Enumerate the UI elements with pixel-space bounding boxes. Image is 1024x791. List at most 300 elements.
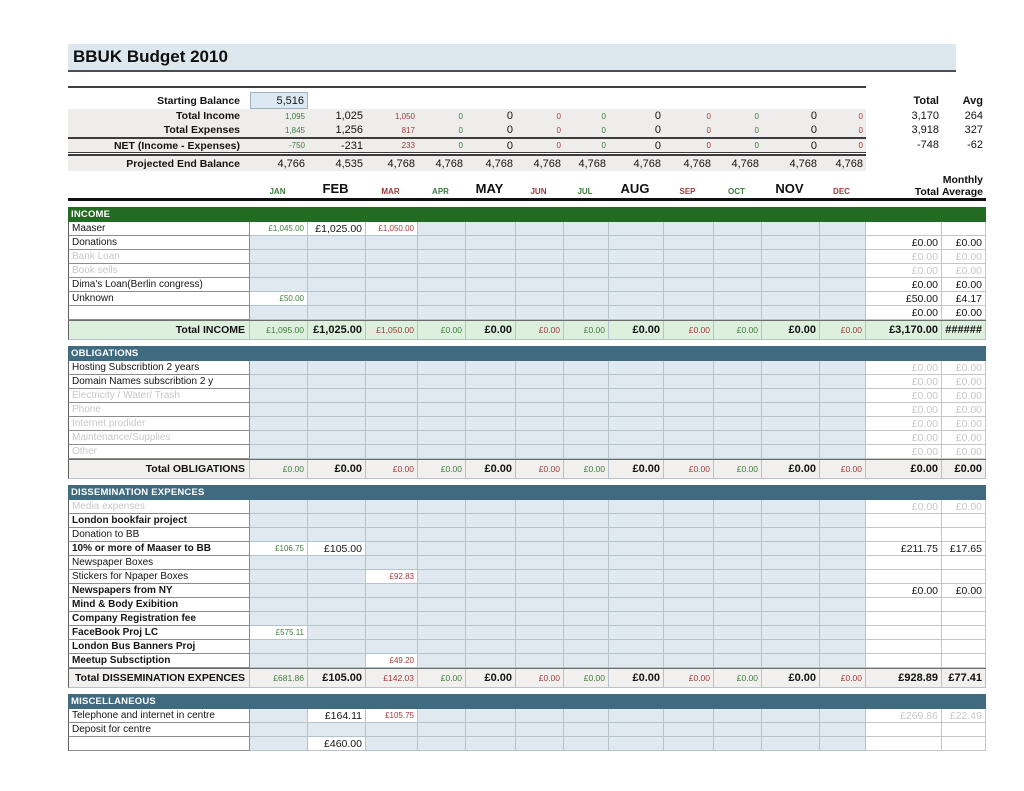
- month-cell[interactable]: [714, 375, 762, 389]
- section-total-month-cell[interactable]: £0.00: [664, 669, 714, 688]
- month-cell[interactable]: [714, 570, 762, 584]
- month-cell[interactable]: [250, 306, 308, 320]
- month-cell[interactable]: [466, 292, 516, 306]
- month-cell[interactable]: [820, 222, 866, 236]
- month-cell[interactable]: [609, 556, 664, 570]
- month-header-jan[interactable]: JAN: [269, 187, 286, 196]
- month-cell[interactable]: [516, 654, 564, 668]
- month-cell[interactable]: [609, 542, 664, 556]
- month-cell[interactable]: [418, 417, 466, 431]
- month-cell[interactable]: [516, 403, 564, 417]
- month-cell[interactable]: [308, 654, 366, 668]
- month-cell[interactable]: [516, 514, 564, 528]
- month-cell[interactable]: [762, 640, 820, 654]
- month-cell[interactable]: [762, 514, 820, 528]
- month-cell[interactable]: £49.20: [366, 654, 418, 668]
- row-avg-cell[interactable]: £22.49: [942, 709, 986, 723]
- month-cell[interactable]: [516, 431, 564, 445]
- row-label[interactable]: Mind & Body Exibition: [68, 598, 250, 612]
- section-total-month-cell[interactable]: £1,025.00: [308, 321, 366, 340]
- row-label[interactable]: London Bus Banners Proj: [68, 640, 250, 654]
- month-cell[interactable]: [308, 640, 366, 654]
- row-label[interactable]: Electricity / Water/ Trash: [68, 389, 250, 403]
- month-cell[interactable]: [564, 389, 609, 403]
- section-total-month-cell[interactable]: £0.00: [820, 669, 866, 688]
- month-cell[interactable]: [762, 417, 820, 431]
- section-total-month-cell[interactable]: £0.00: [418, 460, 466, 479]
- row-total-cell[interactable]: £50.00: [866, 292, 942, 306]
- row-total-cell[interactable]: £0.00: [866, 500, 942, 514]
- month-cell[interactable]: [762, 236, 820, 250]
- month-cell[interactable]: [820, 528, 866, 542]
- month-cell[interactable]: [714, 709, 762, 723]
- row-avg-cell[interactable]: [942, 556, 986, 570]
- summary-value-cell[interactable]: 4,768: [366, 154, 418, 171]
- month-cell[interactable]: [609, 417, 664, 431]
- row-label[interactable]: Domain Names subscribtion 2 y: [68, 375, 250, 389]
- summary-value-cell[interactable]: 4,768: [762, 154, 820, 171]
- month-cell[interactable]: [714, 236, 762, 250]
- row-total-cell[interactable]: [866, 723, 942, 737]
- month-cell[interactable]: [820, 236, 866, 250]
- month-cell[interactable]: £460.00: [308, 737, 366, 751]
- summary-avg-cell[interactable]: 327: [964, 124, 983, 136]
- month-cell[interactable]: [714, 361, 762, 375]
- month-cell[interactable]: [762, 584, 820, 598]
- summary-value-cell[interactable]: 0: [609, 109, 664, 123]
- month-cell[interactable]: [418, 403, 466, 417]
- row-avg-cell[interactable]: £0.00: [942, 361, 986, 375]
- month-cell[interactable]: [714, 500, 762, 514]
- month-cell[interactable]: [466, 570, 516, 584]
- row-label[interactable]: London bookfair project: [68, 514, 250, 528]
- month-cell[interactable]: [250, 264, 308, 278]
- month-cell[interactable]: [664, 542, 714, 556]
- month-cell[interactable]: [418, 626, 466, 640]
- month-header-oct[interactable]: OCT: [728, 187, 745, 196]
- month-cell[interactable]: [820, 709, 866, 723]
- month-cell[interactable]: [418, 264, 466, 278]
- month-cell[interactable]: [466, 361, 516, 375]
- month-cell[interactable]: £50.00: [250, 292, 308, 306]
- month-cell[interactable]: [366, 403, 418, 417]
- month-cell[interactable]: [664, 626, 714, 640]
- row-total-cell[interactable]: £0.00: [866, 584, 942, 598]
- section-total-month-cell[interactable]: £0.00: [820, 321, 866, 340]
- month-header-jun[interactable]: JUN: [530, 187, 547, 196]
- summary-value-cell[interactable]: 4,766: [250, 154, 308, 171]
- month-cell[interactable]: [366, 445, 418, 459]
- month-cell[interactable]: [664, 528, 714, 542]
- month-cell[interactable]: [418, 723, 466, 737]
- row-total-cell[interactable]: [866, 737, 942, 751]
- month-cell[interactable]: [564, 417, 609, 431]
- month-cell[interactable]: [820, 278, 866, 292]
- month-cell[interactable]: [820, 584, 866, 598]
- row-avg-cell[interactable]: £0.00: [942, 236, 986, 250]
- month-cell[interactable]: [308, 598, 366, 612]
- section-header-dissemination-expences[interactable]: DISSEMINATION EXPENCES: [68, 485, 986, 500]
- section-avg-cell[interactable]: £77.41: [942, 669, 986, 688]
- section-total-month-cell[interactable]: £0.00: [714, 669, 762, 688]
- summary-value-cell[interactable]: 1,845: [250, 123, 308, 137]
- month-cell[interactable]: [308, 306, 366, 320]
- row-avg-cell[interactable]: [942, 222, 986, 236]
- row-label[interactable]: Donations: [68, 236, 250, 250]
- month-cell[interactable]: [366, 556, 418, 570]
- summary-value-cell[interactable]: 0: [714, 137, 762, 153]
- row-avg-cell[interactable]: £0.00: [942, 403, 986, 417]
- month-cell[interactable]: [466, 236, 516, 250]
- month-cell[interactable]: [418, 514, 466, 528]
- summary-value-cell[interactable]: 0: [564, 109, 609, 123]
- month-cell[interactable]: [609, 612, 664, 626]
- row-label[interactable]: Newspapers from NY: [68, 584, 250, 598]
- summary-value-cell[interactable]: 0: [664, 137, 714, 153]
- month-cell[interactable]: [664, 403, 714, 417]
- month-cell[interactable]: [250, 389, 308, 403]
- month-cell[interactable]: [820, 375, 866, 389]
- month-cell[interactable]: [466, 709, 516, 723]
- row-avg-cell[interactable]: £0.00: [942, 389, 986, 403]
- month-cell[interactable]: [714, 292, 762, 306]
- section-total-month-cell[interactable]: £142.03: [366, 669, 418, 688]
- section-total-month-cell[interactable]: £0.00: [466, 321, 516, 340]
- summary-value-cell[interactable]: 0: [820, 137, 866, 153]
- row-avg-cell[interactable]: £17.65: [942, 542, 986, 556]
- month-cell[interactable]: [366, 236, 418, 250]
- month-cell[interactable]: [714, 445, 762, 459]
- summary-value-cell[interactable]: 0: [516, 109, 564, 123]
- month-cell[interactable]: [418, 598, 466, 612]
- month-cell[interactable]: [609, 626, 664, 640]
- section-total-month-cell[interactable]: £0.00: [516, 321, 564, 340]
- section-total-cell[interactable]: £928.89: [866, 669, 942, 688]
- month-cell[interactable]: [714, 306, 762, 320]
- month-cell[interactable]: [762, 250, 820, 264]
- month-cell[interactable]: [250, 723, 308, 737]
- month-cell[interactable]: [564, 500, 609, 514]
- summary-value-cell[interactable]: 1,050: [366, 109, 418, 123]
- month-cell[interactable]: [762, 431, 820, 445]
- month-cell[interactable]: [366, 500, 418, 514]
- row-total-cell[interactable]: £0.00: [866, 389, 942, 403]
- month-cell[interactable]: [762, 598, 820, 612]
- month-cell[interactable]: [609, 445, 664, 459]
- month-cell[interactable]: [366, 292, 418, 306]
- summary-value-cell[interactable]: 0: [466, 137, 516, 153]
- month-cell[interactable]: [418, 361, 466, 375]
- section-total-month-cell[interactable]: £0.00: [609, 460, 664, 479]
- section-total-month-cell[interactable]: £1,095.00: [250, 321, 308, 340]
- summary-avg-cell[interactable]: 264: [964, 110, 983, 122]
- month-cell[interactable]: [366, 584, 418, 598]
- month-cell[interactable]: [564, 222, 609, 236]
- row-avg-cell[interactable]: £0.00: [942, 375, 986, 389]
- month-cell[interactable]: [664, 375, 714, 389]
- summary-total-cell[interactable]: [866, 154, 942, 171]
- month-cell[interactable]: [564, 528, 609, 542]
- month-cell[interactable]: [820, 626, 866, 640]
- month-cell[interactable]: [250, 375, 308, 389]
- summary-value-cell[interactable]: 0: [664, 109, 714, 123]
- month-cell[interactable]: [466, 542, 516, 556]
- summary-total-cell[interactable]: 3,170: [911, 110, 939, 122]
- row-label[interactable]: Newspaper Boxes: [68, 556, 250, 570]
- row-avg-cell[interactable]: [942, 570, 986, 584]
- month-cell[interactable]: [308, 612, 366, 626]
- month-cell[interactable]: [466, 264, 516, 278]
- month-cell[interactable]: [762, 709, 820, 723]
- row-label[interactable]: 10% or more of Maaser to BB: [68, 542, 250, 556]
- month-cell[interactable]: [308, 417, 366, 431]
- summary-value-cell[interactable]: 0: [418, 123, 466, 137]
- summary-value-cell[interactable]: 0: [418, 137, 466, 153]
- month-cell[interactable]: [820, 556, 866, 570]
- row-avg-cell[interactable]: [942, 528, 986, 542]
- month-cell[interactable]: [466, 278, 516, 292]
- summary-value-cell[interactable]: 0: [820, 123, 866, 137]
- month-cell[interactable]: [516, 612, 564, 626]
- summary-value-cell[interactable]: 0: [820, 109, 866, 123]
- month-cell[interactable]: [418, 292, 466, 306]
- row-avg-cell[interactable]: £0.00: [942, 264, 986, 278]
- month-cell[interactable]: [564, 640, 609, 654]
- month-cell[interactable]: [250, 500, 308, 514]
- month-cell[interactable]: [366, 640, 418, 654]
- row-label[interactable]: Media expenses: [68, 500, 250, 514]
- section-total-month-cell[interactable]: £0.00: [714, 460, 762, 479]
- month-cell[interactable]: [664, 389, 714, 403]
- month-cell[interactable]: £1,025.00: [308, 222, 366, 236]
- month-cell[interactable]: [308, 264, 366, 278]
- summary-value-cell[interactable]: 0: [466, 123, 516, 137]
- month-cell[interactable]: [516, 626, 564, 640]
- row-avg-cell[interactable]: [942, 723, 986, 737]
- row-total-cell[interactable]: £0.00: [866, 431, 942, 445]
- month-cell[interactable]: [516, 417, 564, 431]
- month-cell[interactable]: [714, 598, 762, 612]
- month-cell[interactable]: [609, 361, 664, 375]
- row-avg-cell[interactable]: £0.00: [942, 584, 986, 598]
- section-avg-cell[interactable]: ######: [942, 321, 986, 340]
- row-total-cell[interactable]: [866, 570, 942, 584]
- row-avg-cell[interactable]: [942, 612, 986, 626]
- month-cell[interactable]: [418, 556, 466, 570]
- month-cell[interactable]: [564, 556, 609, 570]
- month-cell[interactable]: [466, 403, 516, 417]
- month-cell[interactable]: [609, 306, 664, 320]
- month-cell[interactable]: [516, 570, 564, 584]
- row-label[interactable]: Stickers for Npaper Boxes: [68, 570, 250, 584]
- row-avg-cell[interactable]: £0.00: [942, 445, 986, 459]
- month-cell[interactable]: [664, 612, 714, 626]
- row-avg-cell[interactable]: [942, 626, 986, 640]
- month-cell[interactable]: [609, 584, 664, 598]
- month-cell[interactable]: [250, 417, 308, 431]
- summary-avg-cell[interactable]: -62: [967, 139, 983, 151]
- month-cell[interactable]: [762, 278, 820, 292]
- month-cell[interactable]: [820, 306, 866, 320]
- month-cell[interactable]: [714, 528, 762, 542]
- section-total-month-cell[interactable]: £681.86: [250, 669, 308, 688]
- month-cell[interactable]: [366, 278, 418, 292]
- month-cell[interactable]: [564, 570, 609, 584]
- month-cell[interactable]: [762, 403, 820, 417]
- summary-value-cell[interactable]: 0: [564, 137, 609, 153]
- section-total-month-cell[interactable]: £105.00: [308, 669, 366, 688]
- summary-value-cell[interactable]: 0: [609, 123, 664, 137]
- month-cell[interactable]: [250, 556, 308, 570]
- month-cell[interactable]: [250, 612, 308, 626]
- month-cell[interactable]: [820, 445, 866, 459]
- section-total-month-cell[interactable]: £0.00: [762, 321, 820, 340]
- row-avg-cell[interactable]: £0.00: [942, 306, 986, 320]
- section-total-month-cell[interactable]: £0.00: [308, 460, 366, 479]
- row-label[interactable]: Phone: [68, 403, 250, 417]
- section-header-income[interactable]: INCOME: [68, 207, 986, 222]
- section-total-month-cell[interactable]: £0.00: [466, 460, 516, 479]
- summary-value-cell[interactable]: 4,768: [664, 154, 714, 171]
- row-label[interactable]: Unknown: [68, 292, 250, 306]
- month-cell[interactable]: £575.11: [250, 626, 308, 640]
- month-cell[interactable]: [820, 737, 866, 751]
- row-total-cell[interactable]: £0.00: [866, 278, 942, 292]
- month-cell[interactable]: [250, 361, 308, 375]
- month-cell[interactable]: [564, 250, 609, 264]
- month-cell[interactable]: [250, 250, 308, 264]
- month-cell[interactable]: [664, 584, 714, 598]
- month-cell[interactable]: [516, 640, 564, 654]
- row-total-cell[interactable]: [866, 640, 942, 654]
- month-cell[interactable]: [609, 723, 664, 737]
- row-total-cell[interactable]: £0.00: [866, 264, 942, 278]
- month-cell[interactable]: [664, 278, 714, 292]
- row-avg-cell[interactable]: [942, 737, 986, 751]
- month-cell[interactable]: [820, 389, 866, 403]
- month-cell[interactable]: [820, 264, 866, 278]
- month-cell[interactable]: [762, 361, 820, 375]
- month-cell[interactable]: [366, 431, 418, 445]
- month-cell[interactable]: [466, 375, 516, 389]
- month-cell[interactable]: [762, 500, 820, 514]
- month-cell[interactable]: [820, 654, 866, 668]
- month-cell[interactable]: [366, 612, 418, 626]
- month-cell[interactable]: [466, 626, 516, 640]
- summary-value-cell[interactable]: -750: [250, 137, 308, 153]
- section-total-month-cell[interactable]: £0.00: [366, 460, 418, 479]
- month-cell[interactable]: [714, 626, 762, 640]
- month-cell[interactable]: [250, 570, 308, 584]
- month-cell[interactable]: [466, 306, 516, 320]
- month-cell[interactable]: [714, 654, 762, 668]
- month-cell[interactable]: [714, 612, 762, 626]
- month-cell[interactable]: [664, 417, 714, 431]
- row-total-cell[interactable]: [866, 626, 942, 640]
- summary-value-cell[interactable]: 233: [366, 137, 418, 153]
- month-cell[interactable]: [564, 654, 609, 668]
- month-cell[interactable]: [366, 626, 418, 640]
- row-avg-cell[interactable]: [942, 514, 986, 528]
- month-cell[interactable]: £1,045.00: [250, 222, 308, 236]
- month-cell[interactable]: [714, 250, 762, 264]
- month-cell[interactable]: [714, 264, 762, 278]
- month-cell[interactable]: [366, 264, 418, 278]
- row-avg-cell[interactable]: £0.00: [942, 278, 986, 292]
- section-total-month-cell[interactable]: £0.00: [762, 460, 820, 479]
- month-cell[interactable]: [714, 640, 762, 654]
- month-cell[interactable]: [250, 236, 308, 250]
- month-cell[interactable]: [418, 500, 466, 514]
- row-avg-cell[interactable]: £0.00: [942, 250, 986, 264]
- row-label[interactable]: Donation to BB: [68, 528, 250, 542]
- month-cell[interactable]: [418, 236, 466, 250]
- month-cell[interactable]: [250, 709, 308, 723]
- month-cell[interactable]: [664, 222, 714, 236]
- section-total-month-cell[interactable]: £0.00: [418, 321, 466, 340]
- month-cell[interactable]: [762, 570, 820, 584]
- section-total-month-cell[interactable]: £0.00: [820, 460, 866, 479]
- row-total-cell[interactable]: £0.00: [866, 236, 942, 250]
- row-total-cell[interactable]: £0.00: [866, 306, 942, 320]
- month-cell[interactable]: [466, 250, 516, 264]
- section-header-obligations[interactable]: OBLIGATIONS: [68, 346, 986, 361]
- month-cell[interactable]: [820, 417, 866, 431]
- month-cell[interactable]: [820, 500, 866, 514]
- month-cell[interactable]: [250, 584, 308, 598]
- month-cell[interactable]: [466, 514, 516, 528]
- month-cell[interactable]: [762, 556, 820, 570]
- month-cell[interactable]: £106.75: [250, 542, 308, 556]
- month-cell[interactable]: [466, 445, 516, 459]
- row-label[interactable]: Maintenance/Supplies: [68, 431, 250, 445]
- month-cell[interactable]: [714, 723, 762, 737]
- month-cell[interactable]: [664, 640, 714, 654]
- row-total-cell[interactable]: [866, 222, 942, 236]
- summary-value-cell[interactable]: 1,256: [308, 123, 366, 137]
- section-total-month-cell[interactable]: £0.00: [609, 321, 664, 340]
- month-cell[interactable]: [762, 528, 820, 542]
- month-cell[interactable]: [418, 278, 466, 292]
- month-cell[interactable]: [820, 292, 866, 306]
- row-label[interactable]: Bank Loan: [68, 250, 250, 264]
- month-cell[interactable]: [250, 528, 308, 542]
- row-label[interactable]: Telephone and internet in centre: [68, 709, 250, 723]
- month-cell[interactable]: [609, 737, 664, 751]
- section-total-month-cell[interactable]: £0.00: [664, 460, 714, 479]
- section-total-month-cell[interactable]: £0.00: [250, 460, 308, 479]
- month-cell[interactable]: [762, 654, 820, 668]
- month-cell[interactable]: [516, 723, 564, 737]
- month-cell[interactable]: [762, 264, 820, 278]
- month-header-sep[interactable]: SEP: [679, 187, 696, 196]
- month-cell[interactable]: [308, 361, 366, 375]
- summary-value-cell[interactable]: 0: [564, 123, 609, 137]
- month-cell[interactable]: [609, 514, 664, 528]
- month-cell[interactable]: [762, 723, 820, 737]
- month-cell[interactable]: [516, 528, 564, 542]
- month-cell[interactable]: [366, 528, 418, 542]
- month-cell[interactable]: [308, 570, 366, 584]
- month-cell[interactable]: [609, 250, 664, 264]
- month-cell[interactable]: [664, 236, 714, 250]
- month-cell[interactable]: [516, 292, 564, 306]
- month-cell[interactable]: [250, 403, 308, 417]
- month-cell[interactable]: [308, 250, 366, 264]
- month-cell[interactable]: [609, 222, 664, 236]
- month-cell[interactable]: [664, 598, 714, 612]
- month-cell[interactable]: [516, 445, 564, 459]
